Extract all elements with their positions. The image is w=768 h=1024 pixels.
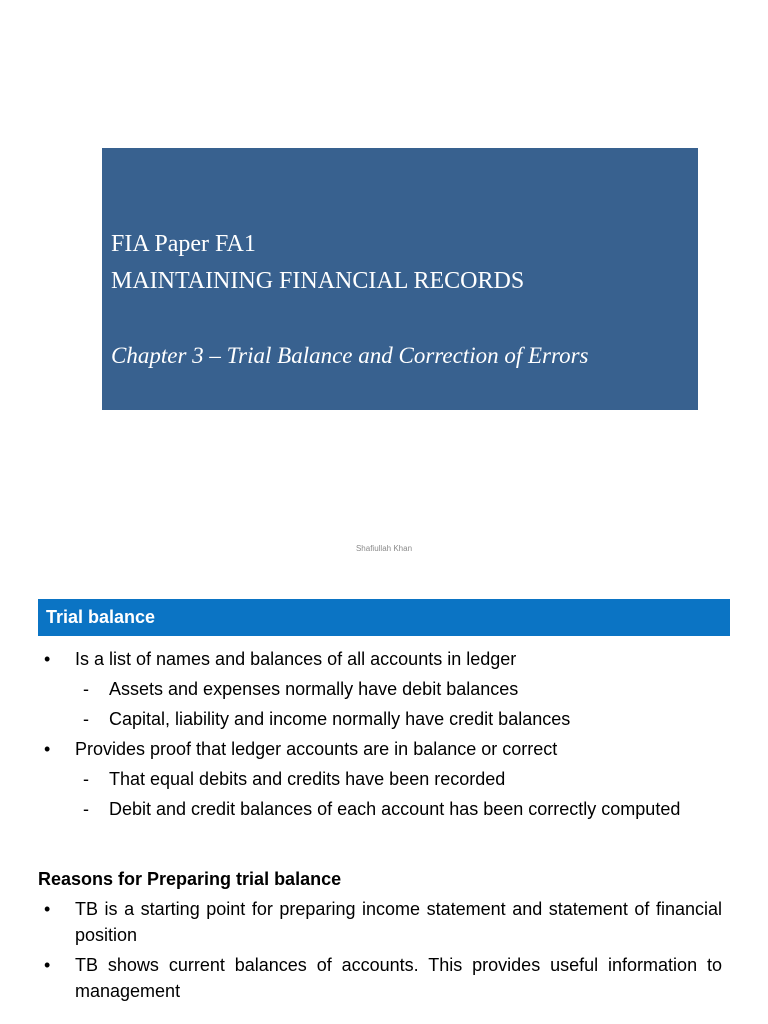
bullet-icon: • [44,899,51,919]
sub-bullet-text: Assets and expenses normally have debit balances [109,679,519,699]
author-name: Shafiullah Khan [355,544,413,553]
bullet-text: TB is a starting point for preparing income statement and statement of financial position [75,899,722,945]
bullet-text: Is a list of names and balances of all accounts in ledger [75,649,517,669]
bullet-icon: • [44,739,51,759]
subject-title: MAINTAINING FINANCIAL RECORDS [111,268,525,294]
bullet-text: TB shows current balances of accounts. This provides useful information to management [75,955,722,1001]
section-header: Trial balance [38,599,730,636]
bullet-item [38,736,722,762]
bullet-item [38,952,722,1004]
sub-bullet-item [38,796,722,822]
sub-bullet-item [38,766,722,792]
chapter-title: Chapter 3 – Trial Balance and Correction of Errors [111,343,589,368]
bullet-icon: • [44,955,51,975]
bullet-icon: • [44,649,51,669]
dash-icon: - [83,709,89,729]
dash-icon: - [83,769,89,789]
sub-bullet-text: That equal debits and credits have been recorded [109,769,506,789]
dash-icon: - [83,679,89,699]
bullet-item [38,896,722,948]
bullet-item [38,646,722,672]
sub-bullet-item [38,676,722,702]
bullet-text: Provides proof that ledger accounts are in balance or correct [75,739,558,759]
dash-icon: - [83,799,89,819]
sub-bullet-text: Capital, liability and income normally have credit balances [109,709,571,729]
title-box [102,148,698,410]
sub-bullet-item [38,706,722,732]
paper-title: FIA Paper FA1 [111,231,256,257]
reasons-heading: Reasons for Preparing trial balance [38,869,342,889]
section-content [38,642,722,1004]
sub-bullet-text: Debit and credit balances of each account has been correctly computed [109,799,681,819]
